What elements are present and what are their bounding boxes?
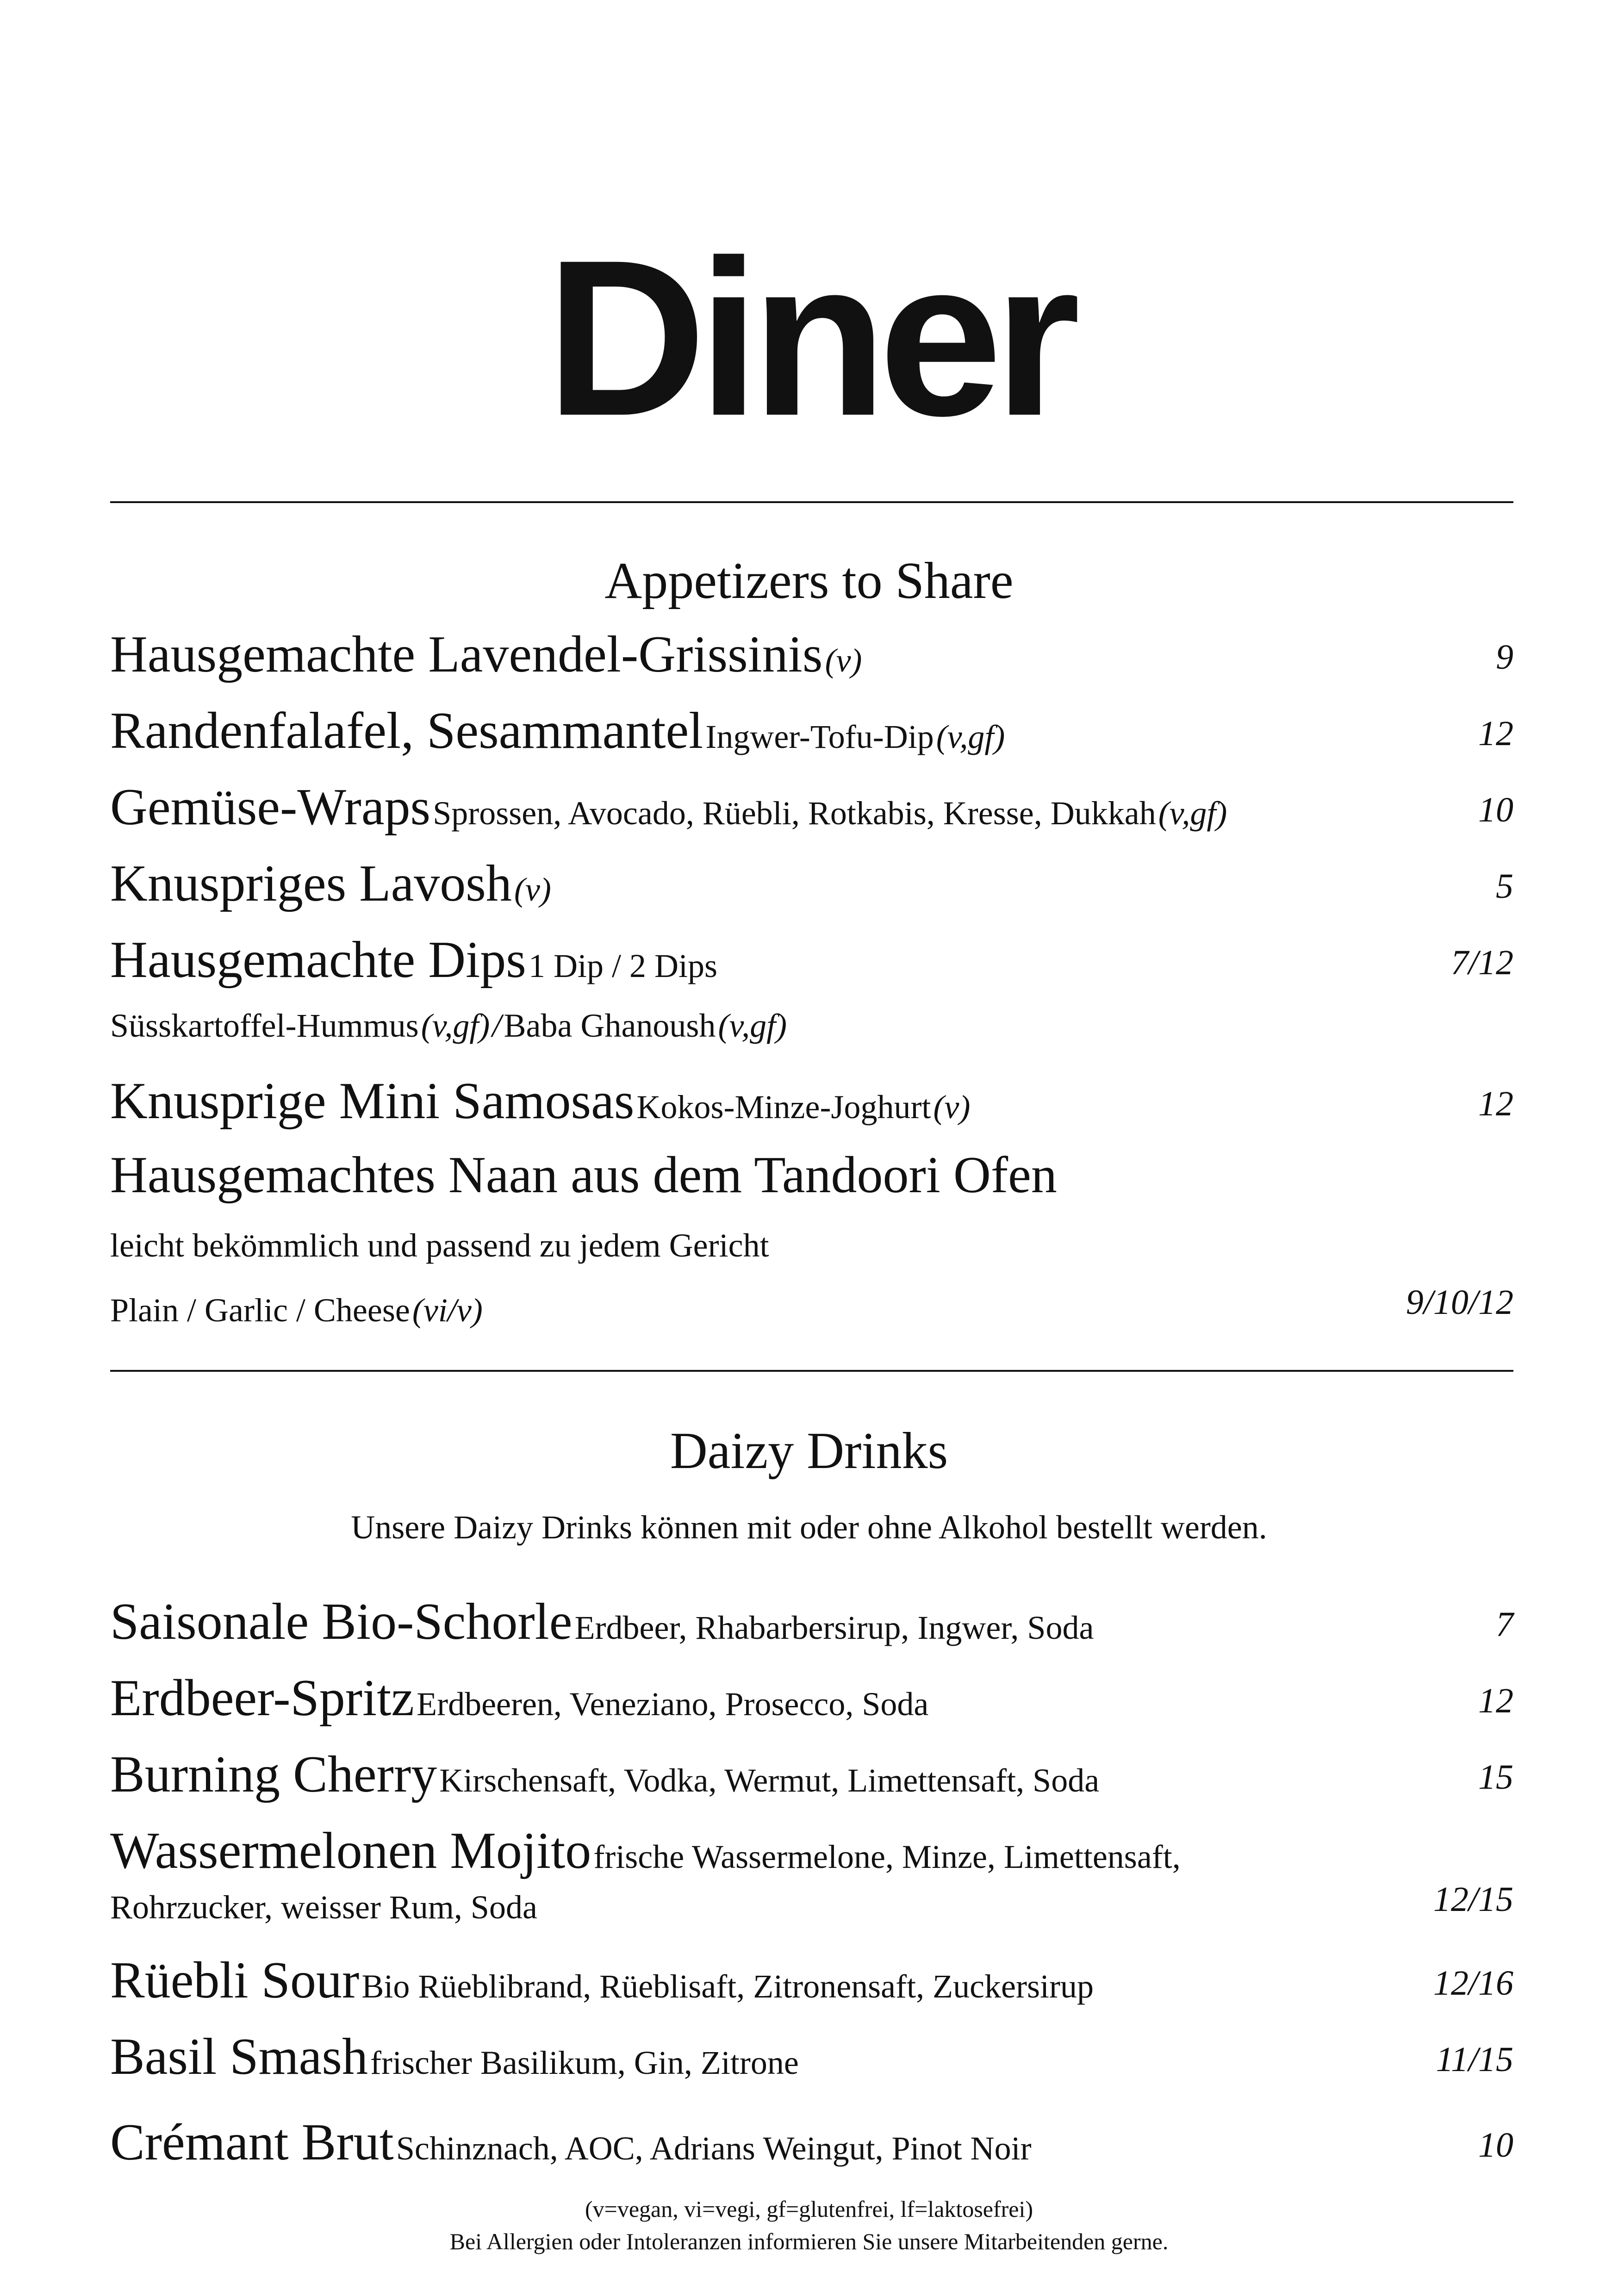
- item-desc: Ingwer-Tofu-Dip: [705, 718, 934, 755]
- item-desc: Sprossen, Avocado, Rüebli, Rotkabis, Kresse, Dukkah: [433, 795, 1156, 832]
- item-price: 7: [1496, 1605, 1513, 1644]
- drink-item: [110, 1821, 1513, 1881]
- item-desc: Schinznach, AOC, Adrians Weingut, Pinot Noir: [396, 2130, 1032, 2167]
- item-price: 12: [1478, 1681, 1513, 1720]
- item-desc: Kokos-Minze-Joghurt: [636, 1089, 931, 1126]
- naan-description: [110, 1226, 1513, 1265]
- separator: /: [492, 1007, 502, 1044]
- item-name: Knuspriges Lavosh: [110, 855, 512, 912]
- item-desc: frische Wassermelone, Minze, Limettensaft,: [593, 1838, 1181, 1875]
- item-price: 10: [1478, 2125, 1513, 2165]
- item-desc: Erdbeer, Rhabarbersirup, Ingwer, Soda: [574, 1609, 1094, 1646]
- item-name: Basil Smash: [110, 2028, 368, 2085]
- item-name: Wassermelonen Mojito: [110, 1822, 591, 1879]
- item-tag: (v,gf): [1158, 795, 1227, 832]
- drink-item: [110, 1668, 1513, 1728]
- item-desc: Rohrzucker, weisser Rum, Soda: [110, 1889, 537, 1926]
- menu-item: [110, 930, 1513, 990]
- item-price: 12: [1478, 714, 1513, 753]
- item-name: Rüebli Sour: [110, 1952, 360, 2009]
- item-name: Randenfalafel, Sesammantel: [110, 702, 703, 759]
- item-price: 10: [1478, 790, 1513, 829]
- item-desc: 1 Dip / 2 Dips: [528, 947, 717, 984]
- dip-option: Baba Ghanoush: [504, 1007, 716, 1044]
- menu-title: Diner: [546, 213, 1072, 462]
- item-name: Hausgemachte Lavendel-Grissinis: [110, 626, 823, 683]
- appetizers-heading: Appetizers to Share: [604, 552, 1014, 610]
- item-price: 12/16: [1433, 1963, 1513, 2003]
- item-desc: Bio Rüeblibrand, Rüeblisaft, Zitronensaft, Zuckersirup: [361, 1968, 1094, 2005]
- drink-item-continued: [110, 1879, 1513, 1927]
- item-tag: (v): [514, 871, 551, 908]
- drink-item: [110, 1745, 1513, 1804]
- allergy-note: Bei Allergien oder Intoleranzen informieren Sie unsere Mitarbeitenden gerne.: [449, 2228, 1169, 2254]
- item-tag: (v,gf): [718, 1007, 787, 1044]
- item-name: Burning Cherry: [110, 1746, 437, 1803]
- item-tag: (v,gf): [936, 718, 1005, 755]
- item-name: Erdbeer-Spritz: [110, 1669, 415, 1727]
- item-price: 12: [1478, 1084, 1513, 1123]
- item-desc: Kirschensaft, Vodka, Wermut, Limettensaft, Soda: [439, 1762, 1100, 1799]
- drink-item: [110, 1592, 1513, 1652]
- divider-middle: [110, 1370, 1513, 1372]
- item-tag: (v,gf): [421, 1007, 490, 1044]
- menu-item: [110, 701, 1513, 761]
- menu-item: [110, 625, 1513, 684]
- divider-top: [110, 501, 1513, 503]
- dips-options-line: [110, 1007, 1513, 1045]
- menu-item: [110, 1071, 1513, 1131]
- item-price: 5: [1496, 866, 1513, 906]
- item-name: Saisonale Bio-Schorle: [110, 1593, 573, 1650]
- menu-item: [110, 1145, 1513, 1205]
- item-price: 11/15: [1436, 2040, 1513, 2079]
- diet-legend: (v=vegan, vi=vegi, gf=glutenfrei, lf=laktosefrei): [585, 2196, 1033, 2222]
- drink-item: [110, 2113, 1513, 2172]
- naan-options: Plain / Garlic / Cheese: [110, 1292, 410, 1329]
- item-name: Gemüse-Wraps: [110, 778, 431, 836]
- drinks-heading: Daizy Drinks: [670, 1422, 948, 1480]
- item-name: Knusprige Mini Samosas: [110, 1072, 635, 1130]
- item-desc: frischer Basilikum, Gin, Zitrone: [370, 2044, 799, 2081]
- item-name: Hausgemachte Dips: [110, 931, 526, 989]
- drinks-note: Unsere Daizy Drinks können mit oder ohne Alkohol bestellt werden.: [351, 1509, 1267, 1546]
- naan-options-line: [110, 1282, 1513, 1330]
- drink-item: [110, 2027, 1513, 2087]
- item-price: 9: [1496, 637, 1513, 677]
- drink-item: [110, 1951, 1513, 2010]
- item-name: Hausgemachtes Naan aus dem Tandoori Ofen: [110, 1146, 1057, 1204]
- item-desc: Erdbeeren, Veneziano, Prosecco, Soda: [417, 1686, 929, 1723]
- menu-item: [110, 854, 1513, 914]
- item-name: Crémant Brut: [110, 2114, 394, 2171]
- dip-option: Süsskartoffel-Hummus: [110, 1007, 419, 1044]
- item-tag: (v): [825, 642, 862, 679]
- item-price: 9/10/12: [1406, 1282, 1513, 1322]
- item-price: 7/12: [1450, 943, 1513, 982]
- item-tag: (vi/v): [412, 1292, 483, 1329]
- item-price: 15: [1478, 1757, 1513, 1797]
- item-price: 12/15: [1433, 1879, 1513, 1919]
- item-desc: leicht bekömmlich und passend zu jedem Gericht: [110, 1227, 769, 1264]
- menu-item: [110, 778, 1513, 837]
- item-tag: (v): [933, 1089, 971, 1126]
